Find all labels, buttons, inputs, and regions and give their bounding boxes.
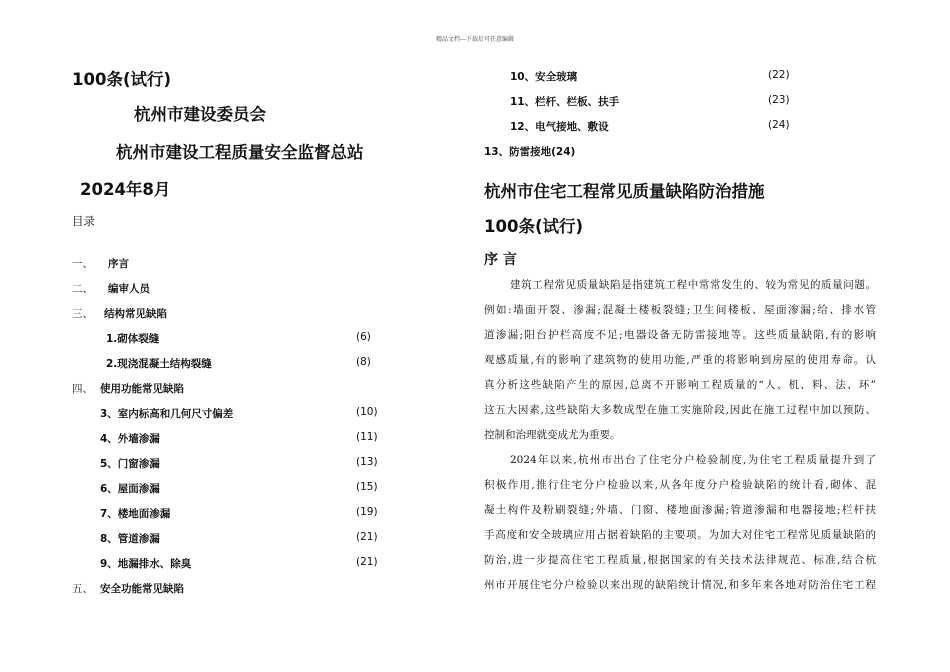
- toc-item-elevation[interactable]: 3、室内标高和几何尺寸偏差: [100, 408, 234, 420]
- cover-date: 2024年8月: [80, 180, 171, 199]
- toc-num-2: 二、: [72, 283, 93, 295]
- para2-line-5: 防治,进一步提高住宅工程质量,根据国家的有关技术法律规范、标准,结合杭: [484, 554, 876, 566]
- cover-org-1: 杭州市建设委员会: [134, 105, 266, 124]
- cover-org-2: 杭州市建设工程质量安全监督总站: [116, 143, 364, 162]
- toc-page-masonry: (6): [356, 331, 371, 343]
- toc-item-windows[interactable]: 5、门窗渗漏: [100, 458, 160, 470]
- para1-line-3: 道渗漏;阳台护栏高度不足;电器设备无防雷接地等。这些质量缺陷,有的影响: [484, 329, 876, 341]
- main-subtitle: 100条(试行): [484, 217, 584, 236]
- toc-page-elevation: (10): [356, 406, 378, 418]
- toc-item-glass[interactable]: 10、安全玻璃: [510, 71, 578, 83]
- toc-item-structural[interactable]: 结构常见缺陷: [104, 308, 167, 320]
- toc-page-concrete: (8): [356, 356, 371, 368]
- para1-line-6: 这五大因素,这些缺陷大多数成型在施工实施阶段,因此在施工过程中加以预防、: [484, 404, 876, 416]
- toc-item-pipes[interactable]: 8、管道渗漏: [100, 533, 160, 545]
- toc-item-function[interactable]: 使用功能常见缺陷: [100, 383, 184, 395]
- toc-page-exterior-wall: (11): [356, 431, 378, 443]
- para1-line-7: 控制和治理就变成尤为重要。: [484, 429, 621, 441]
- toc-item-exterior-wall[interactable]: 4、外墙渗漏: [100, 433, 160, 445]
- toc-page-pipes: (21): [356, 531, 378, 543]
- para2-line-1: 2024年以来,杭州市出台了住宅分户检验制度,为住宅工程质量提升到了: [510, 454, 876, 466]
- toc-num-3: 三、: [72, 308, 93, 320]
- toc-item-drain[interactable]: 9、地漏排水、除臭: [100, 558, 192, 570]
- para1-line-4: 观感质量,有的影响了建筑物的使用功能,严重的将影响到房屋的使用寿命。认: [484, 354, 876, 366]
- toc-item-lightning[interactable]: 13、防雷接地(24): [484, 146, 576, 158]
- toc-item-floor[interactable]: 7、楼地面渗漏: [100, 508, 171, 520]
- toc-item-concrete[interactable]: 2.现浇混凝土结构裂缝: [106, 358, 212, 370]
- para1-line-2: 例如:墙面开裂、渗漏;混凝土楼板裂缝;卫生间楼板、屋面渗漏;给、排水管: [484, 304, 876, 316]
- toc-page-railing: (23): [768, 94, 790, 106]
- toc-item-preface[interactable]: 序言: [108, 258, 129, 270]
- main-title: 杭州市住宅工程常见质量缺陷防治措施: [484, 182, 765, 201]
- toc-item-editors[interactable]: 编审人员: [108, 283, 150, 295]
- toc-item-railing[interactable]: 11、栏杆、栏板、扶手: [510, 96, 620, 108]
- toc-num-5: 五、: [72, 583, 93, 595]
- toc-num-1: 一、: [72, 258, 93, 270]
- toc-page-drain: (21): [356, 556, 378, 568]
- toc-item-safety[interactable]: 安全功能常见缺陷: [100, 583, 184, 595]
- toc-page-windows: (13): [356, 456, 378, 468]
- section-heading: 序 言: [484, 252, 517, 268]
- toc-page-roof: (15): [356, 481, 378, 493]
- toc-page-grounding: (24): [768, 119, 790, 131]
- para1-line-1: 建筑工程常见质量缺陷是指建筑工程中常常发生的、较为常见的质量问题。: [510, 279, 876, 291]
- toc-item-grounding[interactable]: 12、电气接地、敷设: [510, 121, 609, 133]
- toc-title: 目录: [72, 214, 95, 228]
- toc-item-roof[interactable]: 6、屋面渗漏: [100, 483, 160, 495]
- para2-line-2: 积极作用,推行住宅分户检验以来,从各年度分户检验缺陷的统计看,砌体、混: [484, 479, 876, 491]
- toc-num-4: 四、: [72, 383, 93, 395]
- para2-line-6: 州市开展住宅分户检验以来出现的缺陷统计情况,和多年来各地对防治住宅工程: [484, 579, 876, 591]
- toc-page-floor: (19): [356, 506, 378, 518]
- para2-line-4: 手高度和安全玻璃应用占据着缺陷的主要项。为加大对住宅工程常见质量缺陷的: [484, 529, 876, 541]
- para2-line-3: 凝土构件及粉刷裂缝;外墙、门窗、楼地面渗漏;管道渗漏和电器接地;栏杆扶: [484, 504, 876, 516]
- toc-page-glass: (22): [768, 69, 790, 81]
- cover-line-1: 100条(试行): [72, 70, 172, 89]
- para1-line-5: 真分析这些缺陷产生的原因,总离不开影响工程质量的“人、机、料、法、环”: [484, 379, 876, 391]
- header-note: 精品文档---下载后可任意编辑: [435, 36, 515, 43]
- toc-item-masonry[interactable]: 1.砌体裂缝: [106, 333, 160, 345]
